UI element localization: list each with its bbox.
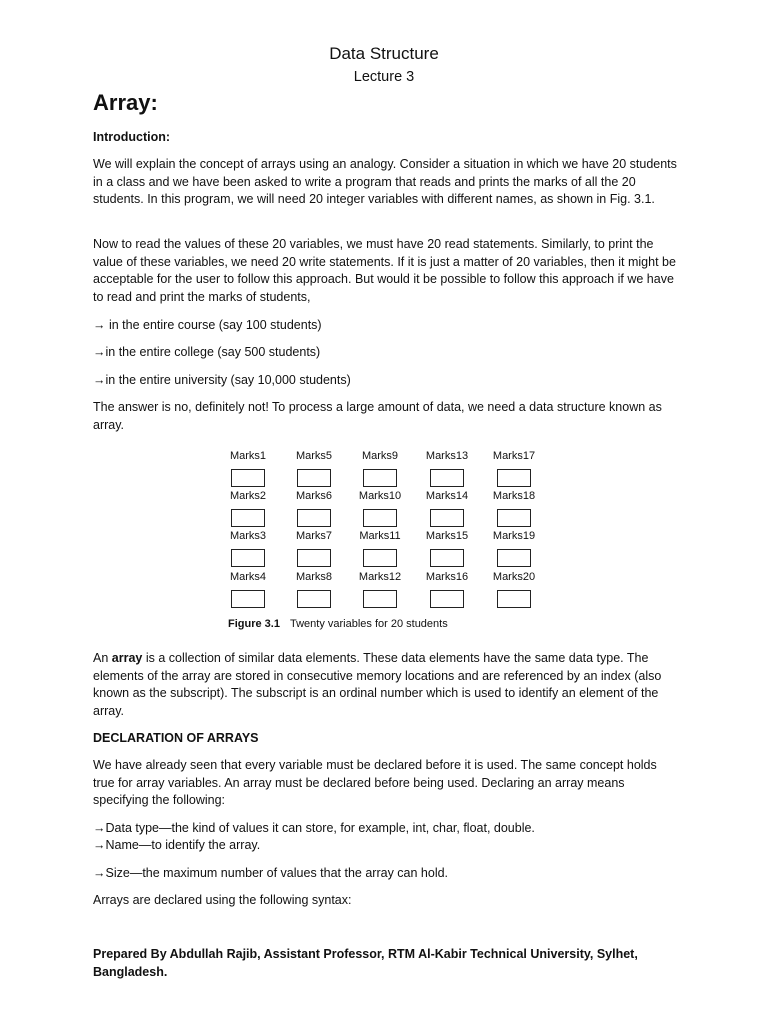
variable-box (497, 549, 531, 567)
figure-label: Marks10 (358, 490, 402, 502)
paragraph-answer: The answer is no, definitely not! To process a large amount of data, we need a data structure known as array. (93, 400, 662, 432)
introduction-label: Introduction: (93, 130, 171, 144)
figure-label: Marks7 (295, 530, 333, 542)
paragraph-approach: Now to read the values of these 20 variables, we must have 20 read statements. Similarly, to print the value of these variables, we need 20 write statements. If it is just a matter of 20 variables, then it might be acceptable for the user to follow this approach. But would it be possible to follow this approach if we have to read and print the marks of students, (93, 237, 676, 304)
bullet-name: →Name—to identify the array. (93, 838, 261, 852)
variable-box (363, 549, 397, 567)
figure-label: Marks9 (361, 450, 399, 462)
figure-label: Marks6 (295, 490, 333, 502)
figure-label: Marks13 (425, 450, 469, 462)
paragraph-intro: We will explain the concept of arrays using an analogy. Consider a situation in which we have 20 students in a class and we have been asked to write a program that reads and prints the marks of all the 20 students. In this program, we will need 20 integer variables with different names, as shown in Fig. 3.1. (93, 157, 677, 207)
figure-label: Marks8 (295, 571, 333, 583)
declaration-heading: DECLARATION OF ARRAYS (93, 731, 259, 745)
variable-box (297, 590, 331, 608)
figure-label: Marks20 (492, 571, 536, 583)
figure-caption (228, 618, 448, 630)
variable-box (297, 469, 331, 487)
figure-label: Marks2 (229, 490, 267, 502)
figure-caption-number: Figure 3.1 (228, 618, 280, 630)
figure-variables-grid (228, 450, 548, 640)
variable-box (497, 469, 531, 487)
variable-box (297, 549, 331, 567)
figure-caption-text: Twenty variables for 20 students (289, 618, 448, 630)
variable-box (430, 590, 464, 608)
figure-label: Marks19 (492, 530, 536, 542)
bullet-college: →in the entire college (say 500 students) (93, 345, 321, 359)
paragraph-declaration: We have already seen that every variable must be declared before it is used. The same concept holds true for array variables. An array must be declared before being used. Declaring an array means specifying the following: (93, 758, 657, 808)
variable-box (363, 509, 397, 527)
bullet-university: →in the entire university (say 10,000 students) (93, 373, 351, 387)
figure-label: Marks14 (425, 490, 469, 502)
figure-label: Marks11 (359, 530, 401, 542)
variable-box (497, 590, 531, 608)
figure-label: Marks15 (425, 530, 469, 542)
bullet-data-type: →Data type—the kind of values it can store, for example, int, char, float, double. (93, 821, 535, 835)
variable-box (430, 509, 464, 527)
figure-label: Marks18 (492, 490, 536, 502)
variable-box (497, 509, 531, 527)
variable-box (231, 590, 265, 608)
paragraph-array-definition (93, 650, 678, 720)
array-def-lead: An (93, 651, 112, 665)
variable-box (231, 469, 265, 487)
variable-box (231, 549, 265, 567)
figure-label: Marks3 (229, 530, 267, 542)
footer-credit: Prepared By Abdullah Rajib, Assistant Professor, RTM Al-Kabir Technical University, Sylhet, Bangladesh. (93, 947, 638, 979)
figure-label: Marks17 (492, 450, 536, 462)
paragraph-syntax: Arrays are declared using the following syntax: (93, 893, 352, 907)
lecture-label: Lecture 3 (353, 69, 415, 85)
variable-box (363, 469, 397, 487)
bullet-size: →Size—the maximum number of values that the array can hold. (93, 866, 449, 880)
figure-label: Marks1 (229, 450, 267, 462)
variable-box (430, 549, 464, 567)
array-term: array (111, 651, 143, 665)
figure-label: Marks12 (358, 571, 402, 583)
array-def-rest: is a collection of similar data elements. These data elements have the same data type. The elements of the array are stored in consecutive memory locations and are referenced by an index (also known as the subscript). The subscript is an ordinal number which is used to identify an element of the array. (93, 651, 662, 718)
variable-box (231, 509, 265, 527)
figure-label: Marks16 (425, 571, 469, 583)
variable-box (363, 590, 397, 608)
document-title: Data Structure (329, 44, 439, 63)
bullet-course: → in the entire course (say 100 students) (93, 318, 322, 332)
figure-label: Marks4 (229, 571, 267, 583)
figure-label: Marks5 (295, 450, 333, 462)
section-heading: Array: (93, 90, 158, 115)
variable-box (430, 469, 464, 487)
variable-box (297, 509, 331, 527)
